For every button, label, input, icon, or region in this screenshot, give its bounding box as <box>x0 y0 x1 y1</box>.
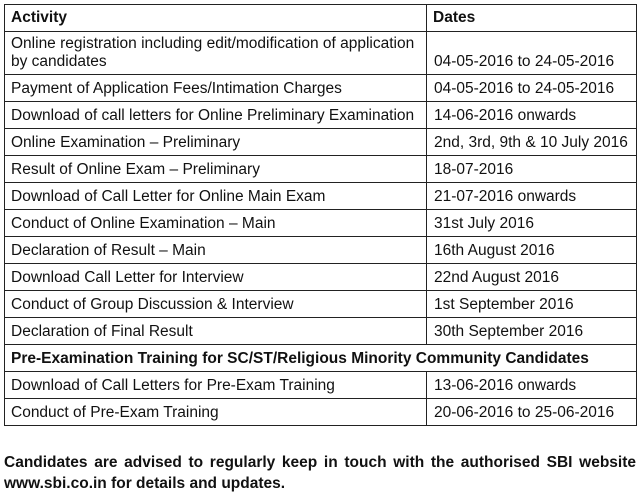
activity-cell: Declaration of Final Result <box>5 318 427 345</box>
advisory-note: Candidates are advised to regularly keep in touch with the authorised SBI website www.sbi.co.in for details and updates. <box>4 453 636 492</box>
activity-cell: Conduct of Group Discussion & Interview <box>5 291 427 318</box>
date-cell: 13-06-2016 onwards <box>427 372 637 399</box>
activity-cell: Result of Online Exam – Preliminary <box>5 156 427 183</box>
date-cell: 1st September 2016 <box>427 291 637 318</box>
table-row <box>5 32 637 75</box>
date-cell: 16th August 2016 <box>427 237 637 264</box>
schedule-table <box>4 4 637 426</box>
activity-cell: Download of call letters for Online Preliminary Examination <box>5 102 427 129</box>
table-row <box>5 75 637 102</box>
table-row <box>5 237 637 264</box>
table-row <box>5 399 637 426</box>
date-cell: 30th September 2016 <box>427 318 637 345</box>
date-cell: 22nd August 2016 <box>427 264 637 291</box>
activity-cell: Download of Call Letters for Pre-Exam Training <box>5 372 427 399</box>
date-cell: 04-05-2016 to 24-05-2016 <box>427 75 637 102</box>
activity-cell: Download of Call Letter for Online Main Exam <box>5 183 427 210</box>
activity-cell: Payment of Application Fees/Intimation Charges <box>5 75 427 102</box>
table-row <box>5 183 637 210</box>
table-header-row <box>5 5 637 32</box>
date-cell: 20-06-2016 to 25-06-2016 <box>427 399 637 426</box>
date-cell: 31st July 2016 <box>427 210 637 237</box>
dates-column-header: Dates <box>427 5 637 32</box>
activity-cell: Conduct of Pre-Exam Training <box>5 399 427 426</box>
activity-cell: Conduct of Online Examination – Main <box>5 210 427 237</box>
table-row <box>5 264 637 291</box>
date-cell: 2nd, 3rd, 9th & 10 July 2016 <box>427 129 637 156</box>
table-row <box>5 129 637 156</box>
table-row <box>5 372 637 399</box>
table-row <box>5 156 637 183</box>
table-row <box>5 318 637 345</box>
table-row <box>5 291 637 318</box>
date-cell: 14-06-2016 onwards <box>427 102 637 129</box>
table-row <box>5 210 637 237</box>
section-title: Pre-Examination Training for SC/ST/Religious Minority Community Candidates <box>5 345 637 372</box>
activity-cell: Download Call Letter for Interview <box>5 264 427 291</box>
activity-cell: Online registration including edit/modification of application by candidates <box>5 32 427 75</box>
section-header-row <box>5 345 637 372</box>
activity-cell: Online Examination – Preliminary <box>5 129 427 156</box>
activity-cell: Declaration of Result – Main <box>5 237 427 264</box>
date-cell: 04-05-2016 to 24-05-2016 <box>427 32 637 75</box>
activity-column-header: Activity <box>5 5 427 32</box>
table-row <box>5 102 637 129</box>
date-cell: 18-07-2016 <box>427 156 637 183</box>
date-cell: 21-07-2016 onwards <box>427 183 637 210</box>
